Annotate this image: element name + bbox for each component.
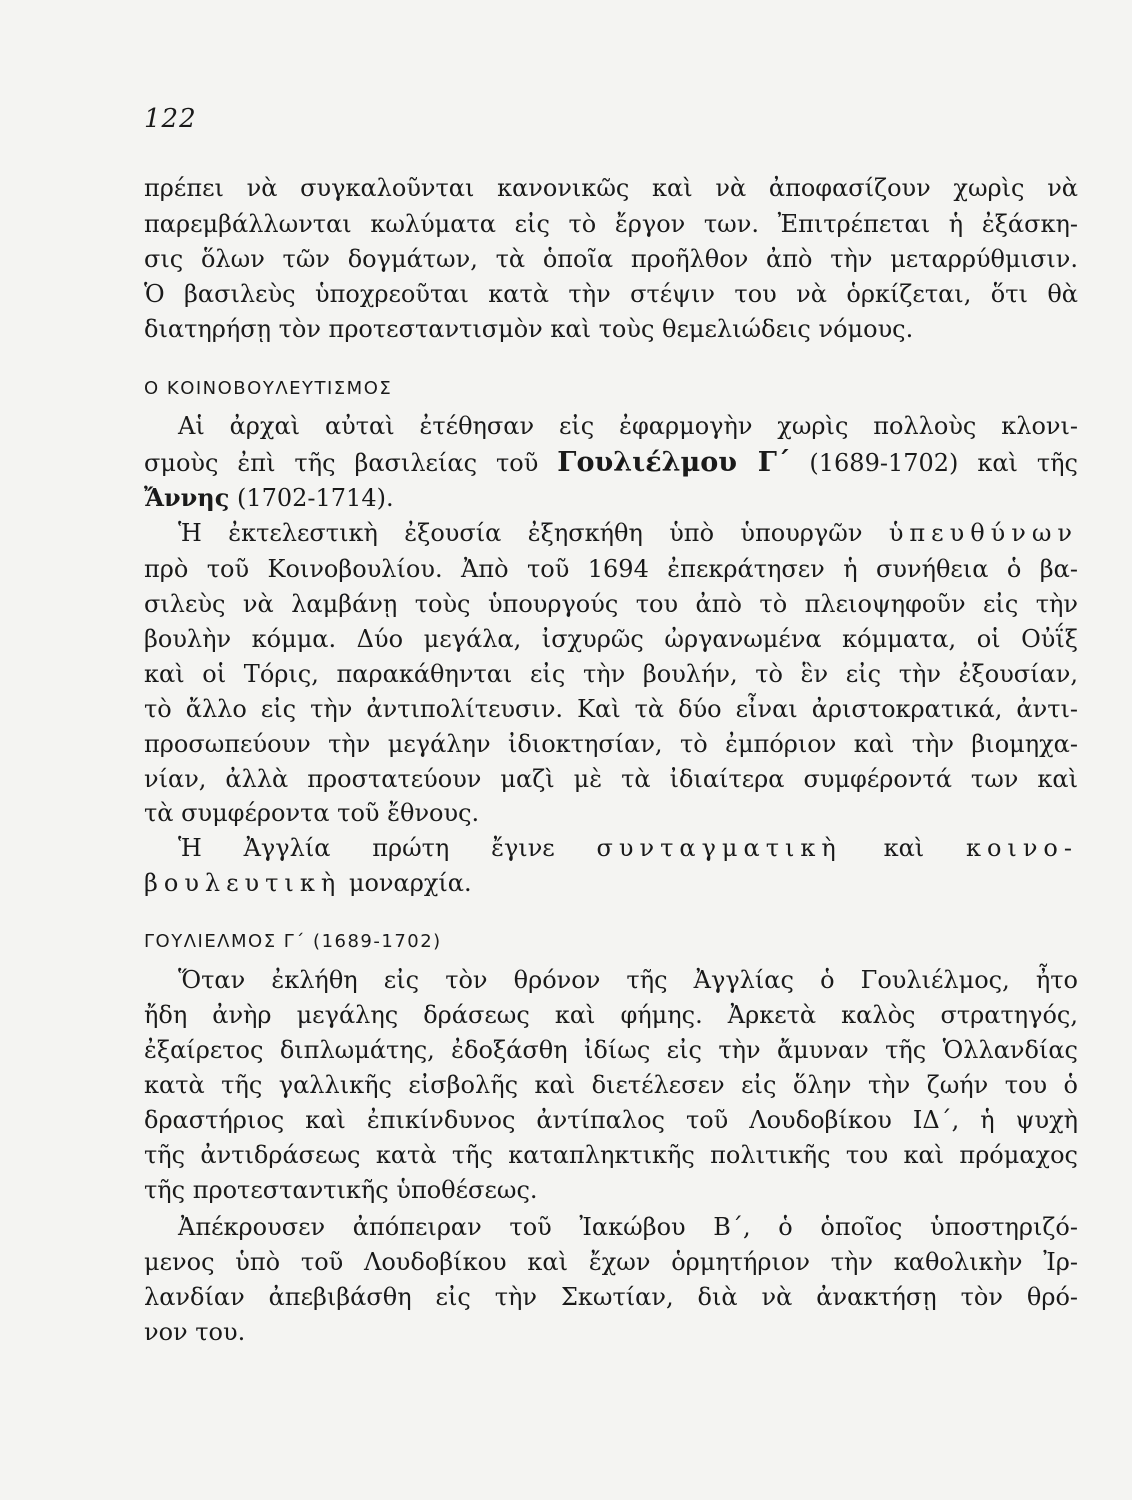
emphasized-name: Ἄννης: [144, 483, 230, 512]
text-segment: (1702-1714).: [236, 484, 394, 512]
emphasized-name: Γουλιέλμου Γ΄: [557, 447, 791, 478]
text-line: πρέπει νὰ συγκαλοῦνται κανονικῶς καὶ νὰ ἀποφασίζουν χωρὶς νὰ: [144, 174, 1078, 202]
text-line: σιλεὺς νὰ λαμβάνῃ τοὺς ὑπουργούς του ἀπὸ τὸ πλειοψηφοῦν εἰς τὴν: [144, 590, 1078, 618]
text-line: λανδίαν ἀπεβιβάσθη εἰς τὴν Σκωτίαν, διὰ νὰ ἀνακτήσῃ τὸν θρό-: [144, 1283, 1078, 1311]
text-line: [144, 482, 1078, 514]
text-line: [178, 832, 1078, 864]
text-segment: μοναρχία.: [348, 869, 472, 897]
text-line: Αἱ ἀρχαὶ αὐταὶ ἐτέθησαν εἰς ἐφαρμογὴν χωρὶς πολλοὺς κλονι-: [178, 412, 1078, 440]
text-segment: σμοὺς ἐπὶ τῆς βασιλείας τοῦ: [144, 449, 539, 477]
text-segment: Ἡ ἐκτελεστικὴ ἐξουσία ἐξησκήθη ὑπὸ ὑπουργῶν: [178, 519, 863, 547]
text-line: τῆς ἀντιδράσεως κατὰ τῆς καταπληκτικῆς πολιτικῆς του καὶ πρόμαχος: [144, 1141, 1078, 1169]
text-line: δραστήριος καὶ ἐπικίνδυνος ἀντίπαλος τοῦ Λουδοβίκου ΙΔ΄, ἡ ψυχὴ: [144, 1106, 1078, 1134]
spaced-emphasis: συνταγματικὴ: [596, 834, 842, 862]
page-number: 122: [144, 104, 197, 134]
text-line: παρεμβάλλωνται κωλύματα εἰς τὸ ἔργον των. Ἐπιτρέπεται ἡ ἐξάσκη-: [144, 210, 1078, 238]
text-line: τὸ ἄλλο εἰς τὴν ἀντιπολίτευσιν. Καὶ τὰ δύο εἶναι ἀριστοκρατικά, ἀντι-: [144, 695, 1078, 723]
text-line: [144, 867, 1078, 899]
text-line: διατηρήσῃ τὸν προτεσταντισμὸν καὶ τοὺς θεμελιώδεις νόμους.: [144, 315, 914, 343]
text-line: Ὅταν ἐκλήθη εἰς τὸν θρόνον τῆς Ἀγγλίας ὁ Γουλιέλμος, ἦτο: [178, 966, 1078, 994]
text-line: νον του.: [144, 1318, 246, 1346]
text-segment: Ἡ Ἀγγλία πρώτη ἔγινε: [178, 834, 555, 862]
text-line: [144, 447, 1078, 479]
text-line: [178, 517, 1078, 549]
spaced-emphasis: ὑπευθύνων: [888, 519, 1078, 547]
spaced-emphasis: βουλευτικὴ: [144, 869, 342, 897]
section-heading: ΓΟΥΛΙΕΛΜΟΣ Γ΄ (1689-1702): [144, 931, 442, 952]
text-line: Ὁ βασιλεὺς ὑποχρεοῦται κατὰ τὴν στέψιν του νὰ ὁρκίζεται, ὅτι θὰ: [144, 280, 1078, 308]
text-line: μενος ὑπὸ τοῦ Λουδοβίκου καὶ ἔχων ὁρμητήριον τὴν καθολικὴν Ἰρ-: [144, 1248, 1078, 1276]
text-line: τὰ συμφέροντα τοῦ ἔθνους.: [144, 799, 480, 827]
text-line: σις ὅλων τῶν δογμάτων, τὰ ὁποῖα προῆλθον ἀπὸ τὴν μεταρρύθμισιν.: [144, 245, 1078, 273]
section-heading: Ο ΚΟΙΝΟΒΟΥΛΕΥΤΙΣΜΟΣ: [144, 378, 393, 399]
text-line: καὶ οἱ Τόρις, παρακάθηνται εἰς τὴν βουλήν, τὸ ἓν εἰς τὴν ἐξουσίαν,: [144, 660, 1078, 688]
text-line: τῆς προτεσταντικῆς ὑποθέσεως.: [144, 1176, 538, 1204]
text-segment: καὶ: [883, 834, 925, 862]
text-line: ἤδη ἀνὴρ μεγάλης δράσεως καὶ φήμης. Ἀρκετὰ καλὸς στρατηγός,: [144, 1001, 1078, 1029]
text-line: Ἀπέκρουσεν ἀπόπειραν τοῦ Ἰακώβου Β΄, ὁ ὁποῖος ὑποστηριζό-: [178, 1213, 1078, 1241]
spaced-emphasis: κοινο-: [965, 834, 1078, 862]
text-segment: (1689-1702) καὶ τῆς: [809, 449, 1078, 477]
text-line: πρὸ τοῦ Κοινοβουλίου. Ἀπὸ τοῦ 1694 ἐπεκράτησεν ἡ συνήθεια ὁ βα-: [144, 555, 1078, 583]
text-line: βουλὴν κόμμα. Δύο μεγάλα, ἰσχυρῶς ὠργανωμένα κόμματα, οἱ Οὐΐξ: [144, 625, 1078, 653]
text-line: προσωπεύουν τὴν μεγάλην ἰδιοκτησίαν, τὸ ἐμπόριον καὶ τὴν βιομηχα-: [144, 730, 1078, 758]
text-line: ἐξαίρετος διπλωμάτης, ἐδοξάσθη ἰδίως εἰς τὴν ἄμυναν τῆς Ὁλλανδίας: [144, 1036, 1078, 1064]
text-line: κατὰ τῆς γαλλικῆς εἰσβολῆς καὶ διετέλεσεν εἰς ὅλην τὴν ζωήν του ὁ: [144, 1071, 1078, 1099]
text-line: νίαν, ἀλλὰ προστατεύουν μαζὶ μὲ τὰ ἰδιαίτερα συμφέροντά των καὶ: [144, 765, 1078, 793]
